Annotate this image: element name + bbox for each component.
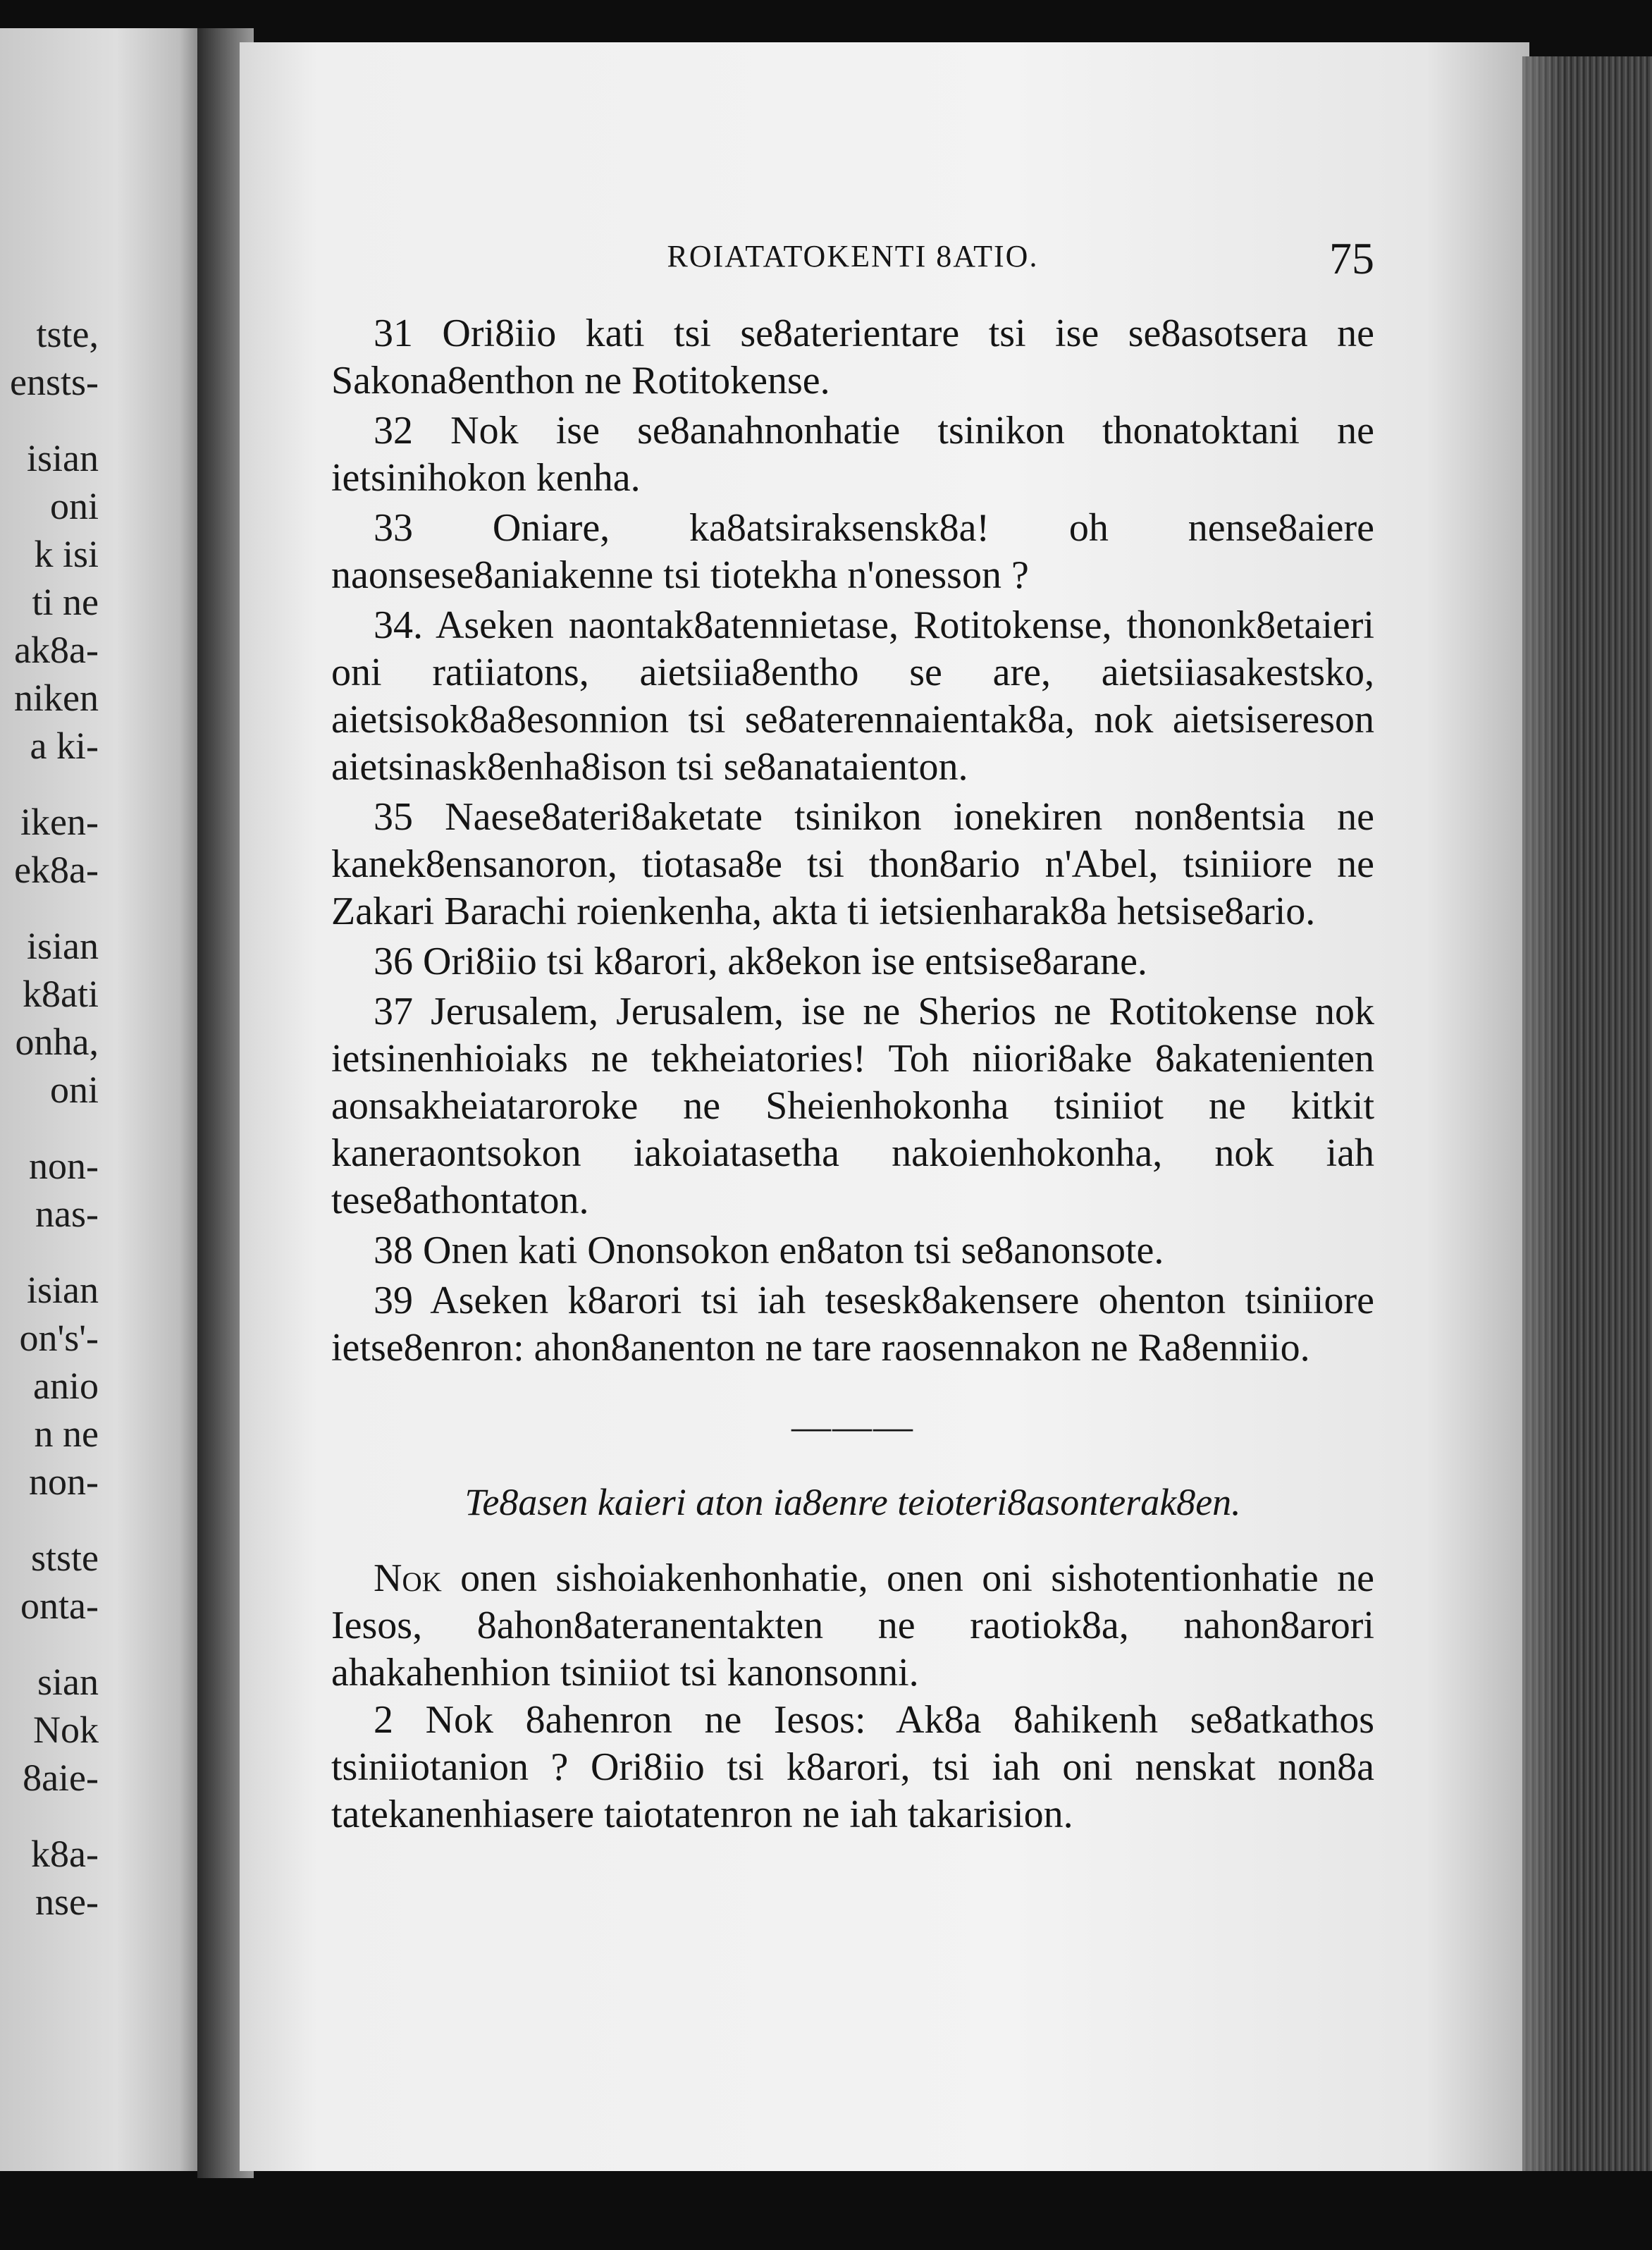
- left-page-fragment: ek8a-: [14, 849, 99, 891]
- left-page-fragment: anio: [33, 1365, 99, 1407]
- left-page-fragment: [0, 1114, 99, 1142]
- left-page-fragment: [0, 1238, 99, 1266]
- left-page-fragment: Nok: [33, 1709, 99, 1751]
- left-page-fragment: k8a-: [31, 1833, 99, 1875]
- page-number: 75: [1329, 233, 1374, 283]
- left-page: [0, 28, 211, 2171]
- page-edge-shadow: [1522, 56, 1565, 2171]
- left-page-fragment: nse-: [35, 1881, 99, 1923]
- verse-paragraph: 34. Aseken naontak8atennietase, Rotitokense, thononk8etaieri oni ratiiatons, aietsiia8entho se are, aietsiiasakestsko, aietsisok8a8esonnion tsi se8aterennaientak8a, nok aietsisereson aietsinask8enha8ison tsi se8anataienton.: [331, 603, 1374, 789]
- left-page-fragment: isian: [27, 437, 99, 479]
- left-page-fragment: ak8a-: [14, 629, 99, 671]
- left-page-fragment: stste: [30, 1537, 99, 1579]
- running-head: ROIATATOKENTI 8ATIO.: [667, 239, 1039, 273]
- left-page-fragment: on's'-: [19, 1317, 99, 1359]
- verse-paragraph: 33 Oniare, ka8atsiraksensk8a! oh nense8aiere naonsese8aniakenne tsi tiotekha n'onesson ?: [331, 506, 1374, 597]
- left-page-fragment: onta-: [20, 1585, 99, 1627]
- verse-paragraph: 31 Ori8iio kati tsi se8aterientare tsi ise se8asotsera ne Sakona8enthon ne Rotitokense.: [331, 312, 1374, 402]
- left-page-fragment: nas-: [35, 1193, 99, 1235]
- left-page-fragment: [0, 770, 99, 798]
- left-page-fragment: non-: [29, 1145, 99, 1187]
- left-page-fragment: [0, 1630, 99, 1658]
- chapter-opening-paragraph: [331, 1555, 1374, 1697]
- left-page-fragment: ensts-: [10, 361, 99, 403]
- left-page-fragment: iken-: [20, 801, 99, 843]
- left-page-fragment: [0, 894, 99, 922]
- left-page-fragment: k8ati: [23, 973, 99, 1015]
- left-page-fragment: [0, 1802, 99, 1830]
- page-header: [331, 233, 1374, 310]
- left-page-fragment: tste,: [36, 313, 99, 355]
- left-page-fragment: a ki-: [30, 725, 99, 767]
- verse-paragraph: 39 Aseken k8arori tsi iah tesesk8akensere ohenton tsiniiore ietse8enron: ahon8anenton ne tare raosennakon ne Ra8enniio.: [331, 1279, 1374, 1370]
- verse-paragraph: 2 Nok 8ahenron ne Iesos: Ak8a 8ahikenh se8atkathos tsiniiotanion ? Ori8iio tsi k8arori, tsi iah oni nenskat non8a tatekanenhiasere taiotatenron ne iah takarision.: [331, 1698, 1374, 1836]
- left-page-fragment: isian: [27, 1269, 99, 1311]
- verse-paragraph: 37 Jerusalem, Jerusalem, ise ne Sherios ne Rotitokense nok ietsinenhioiaks ne tekheiatories! Toh niiori8ake 8akatenienten aonsakheiataroroke ne Sheienhokonha tsiniiot ne kitkit kaneraontsokon iakoiatasetha nakoienhokonha, nok iah tese8athontaton.: [331, 990, 1374, 1222]
- left-page-fragment: onha,: [15, 1021, 99, 1063]
- chapter-heading: Te8asen kaieri aton ia8enre teioteri8asonterak8en.: [464, 1481, 1241, 1523]
- left-page-fragment: isian: [27, 925, 99, 967]
- left-page-fragment: oni: [49, 485, 99, 527]
- left-page-fragment: k isi: [34, 533, 99, 575]
- left-page-fragment: oni: [49, 1069, 99, 1111]
- left-page-fragment: 8aie-: [23, 1757, 99, 1799]
- section-divider: ———: [791, 1405, 914, 1449]
- verse-paragraph: 38 Onen kati Ononsokon en8aton tsi se8anonsote.: [374, 1229, 1164, 1272]
- left-page-fragment: non-: [29, 1461, 99, 1503]
- opening-lead-word: Nok: [374, 1556, 442, 1600]
- left-page-fragment: ti ne: [32, 581, 99, 623]
- left-page-fragment: n ne: [34, 1413, 99, 1455]
- left-page-fragment: [0, 1506, 99, 1534]
- verses-section: [331, 310, 1374, 1372]
- left-page-fragment: sian: [37, 1661, 99, 1703]
- verses-section-after: [331, 1697, 1374, 1838]
- verse-paragraph: 32 Nok ise se8anahnonhatie tsinikon thonatoktani ne ietsinihokon kenha.: [331, 409, 1374, 500]
- verse-paragraph: 35 Naese8ateri8aketate tsinikon ionekiren non8entsia ne kanek8ensanoron, tiotasa8e tsi thon8ario n'Abel, tsiniiore ne Zakari Barachi roienkenha, akta ti ietsienharak8a hetsise8ario.: [331, 795, 1374, 933]
- left-page-text-column: [0, 310, 99, 1926]
- left-page-fragment: niken: [14, 677, 99, 719]
- left-page-fragment: [0, 406, 99, 434]
- opening-text: onen sishoiakenhonhatie, onen oni sishotentionhatie ne Iesos, 8ahon8ateranentakten ne raotiok8a, nahon8arori ahakahenhion tsiniiot tsi kanonsonni.: [331, 1556, 1374, 1695]
- page-content: [331, 233, 1374, 1838]
- verse-paragraph: 36 Ori8iio tsi k8arori, ak8ekon ise entsise8arane.: [374, 940, 1147, 983]
